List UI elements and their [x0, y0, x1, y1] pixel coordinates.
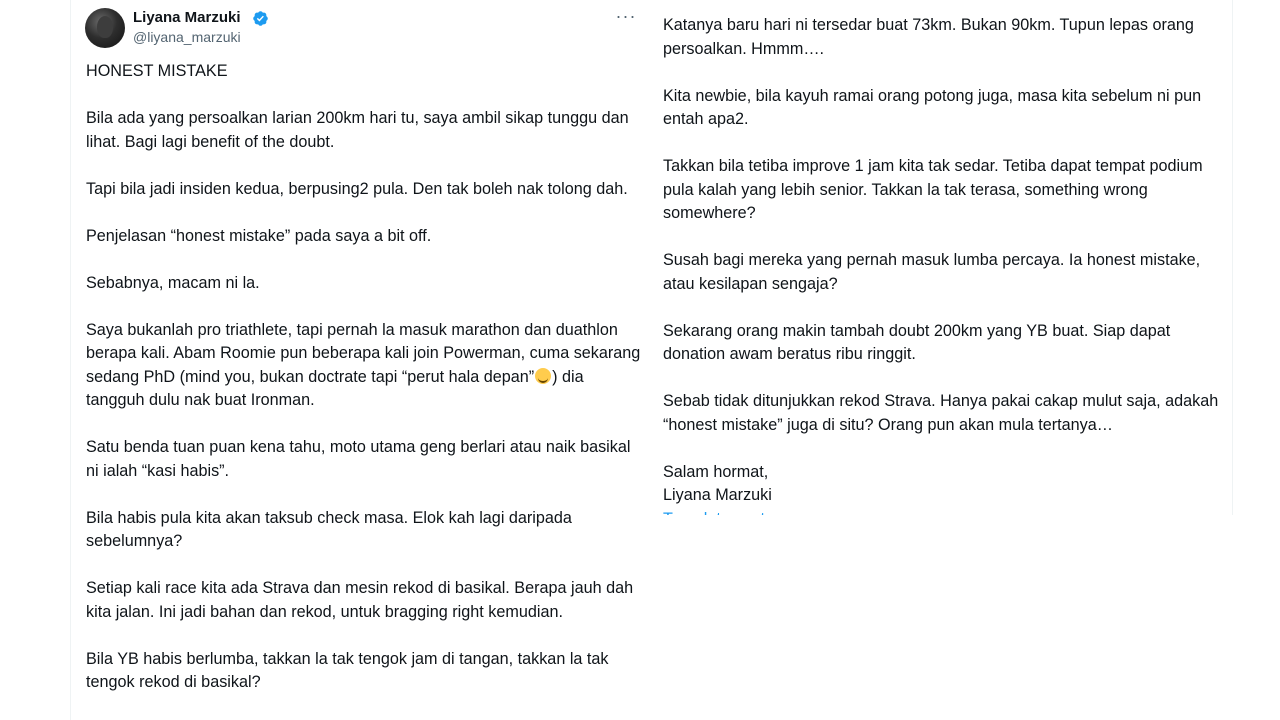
tweet-paragraph: Sebab tidak ditunjukkan rekod Strava. Hanya pakai cakap mulut saja, adakah “honest mistake” juga di situ? Orang pun akan mula tertanya… — [663, 392, 1219, 434]
tweet-paragraph: Katanya baru hari ni tersedar buat 73km. Bukan 90km. Tupun lepas orang persoalkan. Hmmm…. — [663, 16, 1194, 58]
tweet-text-left — [86, 60, 646, 718]
tweet-paragraph: Bila YB habis berlumba, takkan la tak tengok jam di tangan, takkan la tak tengok rekod di basikal? — [86, 649, 609, 691]
signoff-name: Liyana Marzuki — [663, 486, 772, 504]
tweet-paragraph: Satu benda tuan puan kena tahu, moto utama geng berlari atau naik basikal ni ialah “kasi habis”. — [86, 438, 631, 480]
tweet-text-segment: Saya bukanlah pro triathlete, tapi pernah la masuk marathon dan duathlon berapa kali. Abam Roomie pun beberapa kali join Powerman, cuma sekarang sedang PhD (mind you, bukan doctrate tapi “perut hala depan” — [86, 320, 641, 386]
tweet-paragraph: Bila ada yang persoalkan larian 200km hari tu, saya ambil sikap tunggu dan lihat. Bagi lagi benefit of the doubt. — [86, 109, 629, 151]
more-options-icon[interactable]: ··· — [615, 6, 637, 26]
tweet-paragraph: HONEST MISTAKE — [86, 62, 228, 80]
tweet-paragraph: Bila habis pula kita akan taksub check masa. Elok kah lagi daripada sebelumnya? — [86, 508, 572, 550]
avatar[interactable] — [85, 8, 125, 48]
tweet-paragraph: Susah bagi mereka yang pernah masuk lumba percaya. Ia honest mistake, atau kesilapan sengaja? — [663, 251, 1201, 293]
left-tweet-card — [70, 0, 652, 720]
tweet-signoff — [663, 461, 1223, 508]
smiling-face-emoji-icon — [535, 368, 551, 384]
tweet-text-segment: ) dia tangguh dulu nak buat Ironman. — [86, 367, 584, 409]
tweet-paragraph: Sekarang orang makin tambah doubt 200km yang YB buat. Siap dapat donation awam beratus ribu ringgit. — [663, 321, 1171, 363]
tweet-paragraph: Takkan bila tetiba improve 1 jam kita tak sedar. Tetiba dapat tempat podium pula kalah yang lebih senior. Takkan la tak terasa, something wrong somewhere? — [663, 157, 1203, 222]
tweet-paragraph: Kita newbie, bila kayuh ramai orang potong juga, masa kita sebelum ni pun entah apa2. — [663, 86, 1202, 128]
tweet-paragraph: Sebabnya, macam ni la. — [86, 273, 260, 292]
verified-badge-icon — [252, 10, 269, 27]
blank-area — [650, 515, 1280, 720]
tweet-paragraph: Tapi bila jadi insiden kedua, berpusing2 pula. Den tak boleh nak tolong dah. — [86, 179, 628, 198]
author-display-name[interactable]: Liyana Marzuki — [133, 9, 241, 26]
tweet-text-right — [663, 14, 1223, 518]
right-tweet-card — [650, 0, 1233, 515]
tweet-paragraph-pro — [86, 319, 646, 413]
tweet-paragraph: Penjelasan “honest mistake” pada saya a bit off. — [86, 226, 432, 245]
tweet-paragraph: Setiap kali race kita ada Strava dan mesin rekod di basikal. Berapa jauh dah kita jalan. Ini jadi bahan dan rekod, untuk bragging right kemudian. — [86, 579, 634, 621]
tweet-header — [85, 7, 640, 49]
author-handle[interactable]: @liyana_marzuki — [133, 29, 241, 45]
signoff-line: Salam hormat, — [663, 462, 769, 481]
